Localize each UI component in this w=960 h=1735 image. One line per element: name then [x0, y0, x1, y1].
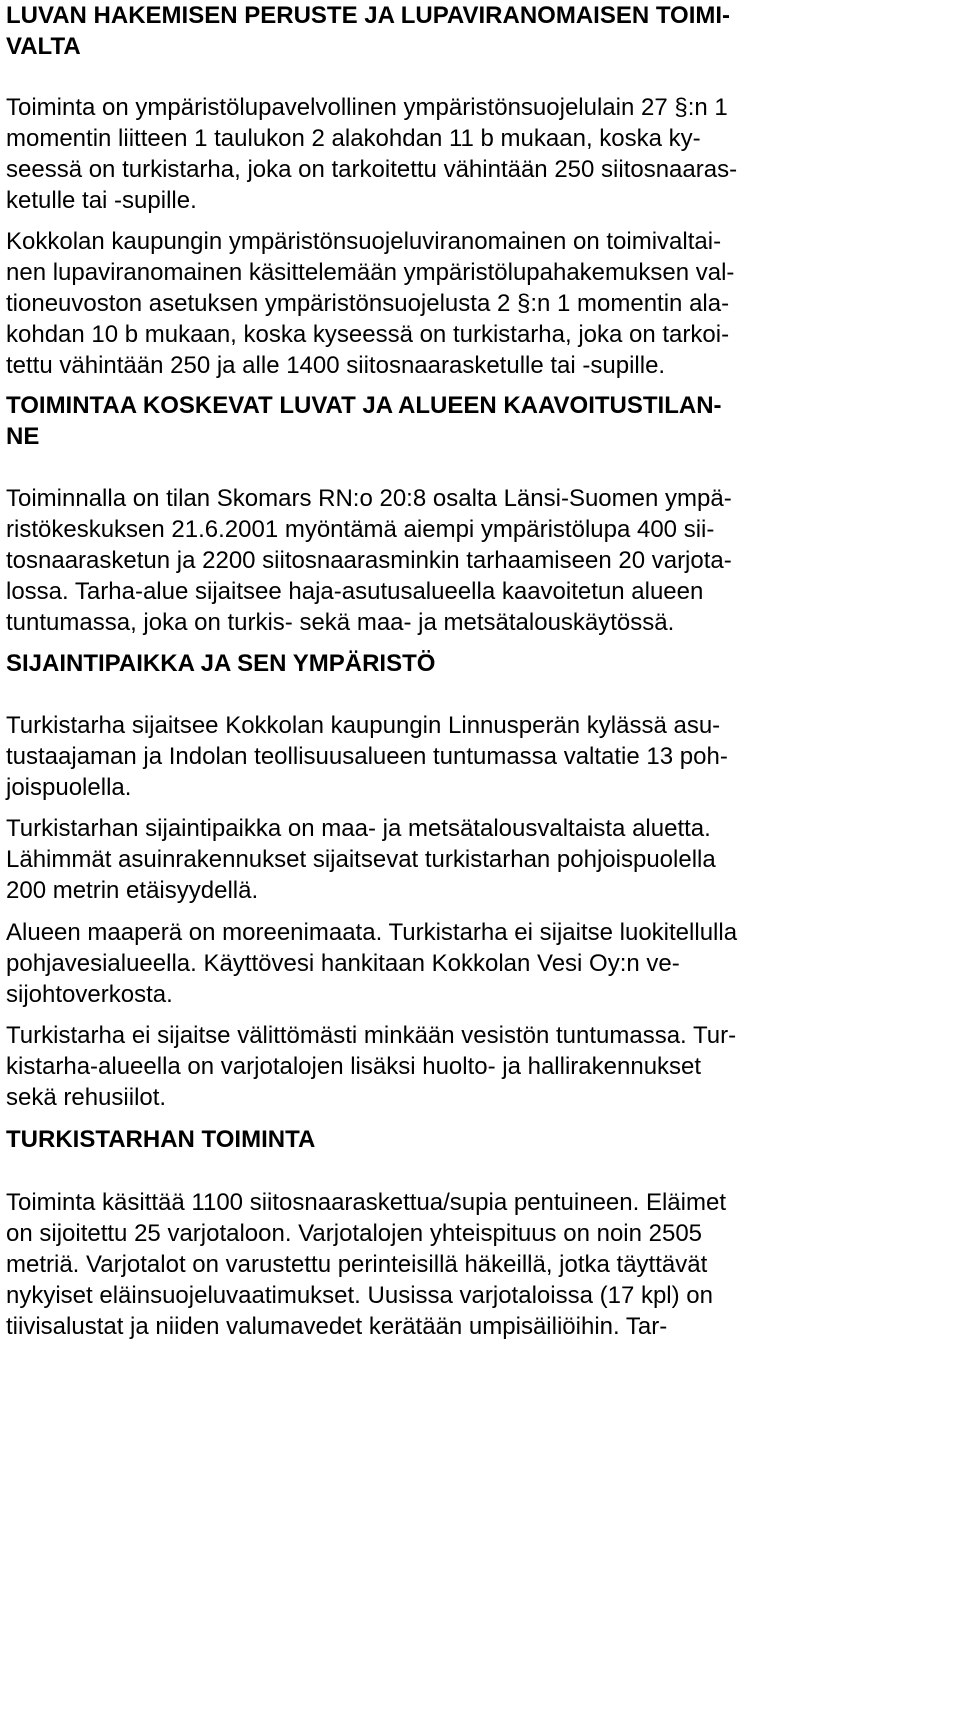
text-line: SIJAINTIPAIKKA JA SEN YMPÄRISTÖ [6, 650, 436, 677]
paragraph-location-village [6, 710, 728, 803]
text-line: Toiminta käsittää 1100 siitosnaaraskettua/supia pentuineen. Eläimet [6, 1189, 726, 1216]
heading-fur-farm-operation [6, 1124, 315, 1155]
text-line: nykyiset eläinsuojeluvaatimukset. Uusissa varjotaloissa (17 kpl) on [6, 1282, 713, 1309]
text-line: seessä on turkistarha, joka on tarkoitettu vähintään 250 siitosnaaras- [6, 156, 738, 183]
text-line: kohdan 10 b mukaan, koska kyseessä on turkistarha, joka on tarkoi- [6, 321, 730, 348]
paragraph-watercourse [6, 1020, 736, 1113]
text-line: Turkistarha sijaitsee Kokkolan kaupungin Linnusperän kylässä asu- [6, 712, 721, 739]
paragraph-permit-obligation [6, 92, 737, 216]
text-line: momentin liitteen 1 taulukon 2 alakohdan 11 b mukaan, koska ky- [6, 125, 701, 152]
text-line: nen lupaviranomainen käsittelemään ympäristölupahakemuksen val- [6, 259, 735, 286]
text-line: Toiminta on ympäristölupavelvollinen ympäristönsuojelulain 27 §:n 1 [6, 94, 728, 121]
text-line: ristökeskuksen 21.6.2001 myöntämä aiempi ympäristölupa 400 sii- [6, 516, 715, 543]
text-line: Toiminnalla on tilan Skomars RN:o 20:8 osalta Länsi-Suomen ympä- [6, 485, 732, 512]
heading-permit-basis [6, 0, 730, 62]
text-line: LUVAN HAKEMISEN PERUSTE JA LUPAVIRANOMAISEN TOIMI- [6, 2, 731, 29]
text-line: tosnaarasketun ja 2200 siitosnaarasminkin tarhaamiseen 20 varjota- [6, 547, 732, 574]
text-line: tustaajaman ja Indolan teollisuusalueen tuntumassa valtatie 13 poh- [6, 743, 728, 770]
text-line: pohjavesialueella. Käyttövesi hankitaan Kokkolan Vesi Oy:n ve- [6, 950, 680, 977]
text-line: kistarha-alueella on varjotalojen lisäksi huolto- ja hallirakennukset [6, 1053, 702, 1080]
text-line: ketulle tai -supille. [6, 187, 197, 214]
paragraph-location-land-use [6, 813, 716, 906]
text-line: tioneuvoston asetuksen ympäristönsuojelusta 2 §:n 1 momentin ala- [6, 290, 730, 317]
text-line: lossa. Tarha-alue sijaitsee haja-asutusalueella kaavoitetun alueen [6, 578, 704, 605]
text-line: tuntumassa, joka on turkis- sekä maa- ja metsätalouskäytössä. [6, 609, 675, 636]
text-line: Lähimmät asuinrakennukset sijaitsevat turkistarhan pohjoispuolella [6, 846, 716, 873]
heading-permits-zoning [6, 390, 722, 452]
text-line: joispuolella. [6, 774, 132, 801]
text-line: NE [6, 423, 40, 450]
paragraph-operation-details [6, 1187, 726, 1342]
text-line: TURKISTARHAN TOIMINTA [6, 1126, 316, 1153]
text-line: sijohtoverkosta. [6, 981, 173, 1008]
paragraph-permit-authority [6, 226, 734, 381]
text-line: TOIMINTAA KOSKEVAT LUVAT JA ALUEEN KAAVOITUSTILAN- [6, 392, 722, 419]
text-line: VALTA [6, 33, 81, 60]
text-line: tettu vähintään 250 ja alle 1400 siitosnaarasketulle tai -supille. [6, 352, 666, 379]
paragraph-existing-permit [6, 483, 732, 638]
text-line: tiivisalustat ja niiden valumavedet kerätään umpisäiliöihin. Tar- [6, 1313, 668, 1340]
paragraph-soil-water [6, 917, 737, 1010]
text-line: metriä. Varjotalot on varustettu perinteisillä häkeillä, jotka täyttävät [6, 1251, 708, 1278]
heading-location [6, 648, 435, 679]
text-line: on sijoitettu 25 varjotaloon. Varjotalojen yhteispituus on noin 2505 [6, 1220, 703, 1247]
text-line: Turkistarhan sijaintipaikka on maa- ja metsätalousvaltaista aluetta. [6, 815, 711, 842]
text-line: Kokkolan kaupungin ympäristönsuojeluviranomainen on toimivaltai- [6, 228, 722, 255]
text-line: 200 metrin etäisyydellä. [6, 877, 259, 904]
text-line: sekä rehusiilot. [6, 1084, 167, 1111]
text-line: Turkistarha ei sijaitse välittömästi minkään vesistön tuntumassa. Tur- [6, 1022, 737, 1049]
text-line: Alueen maaperä on moreenimaata. Turkistarha ei sijaitse luokitellulla [6, 919, 738, 946]
